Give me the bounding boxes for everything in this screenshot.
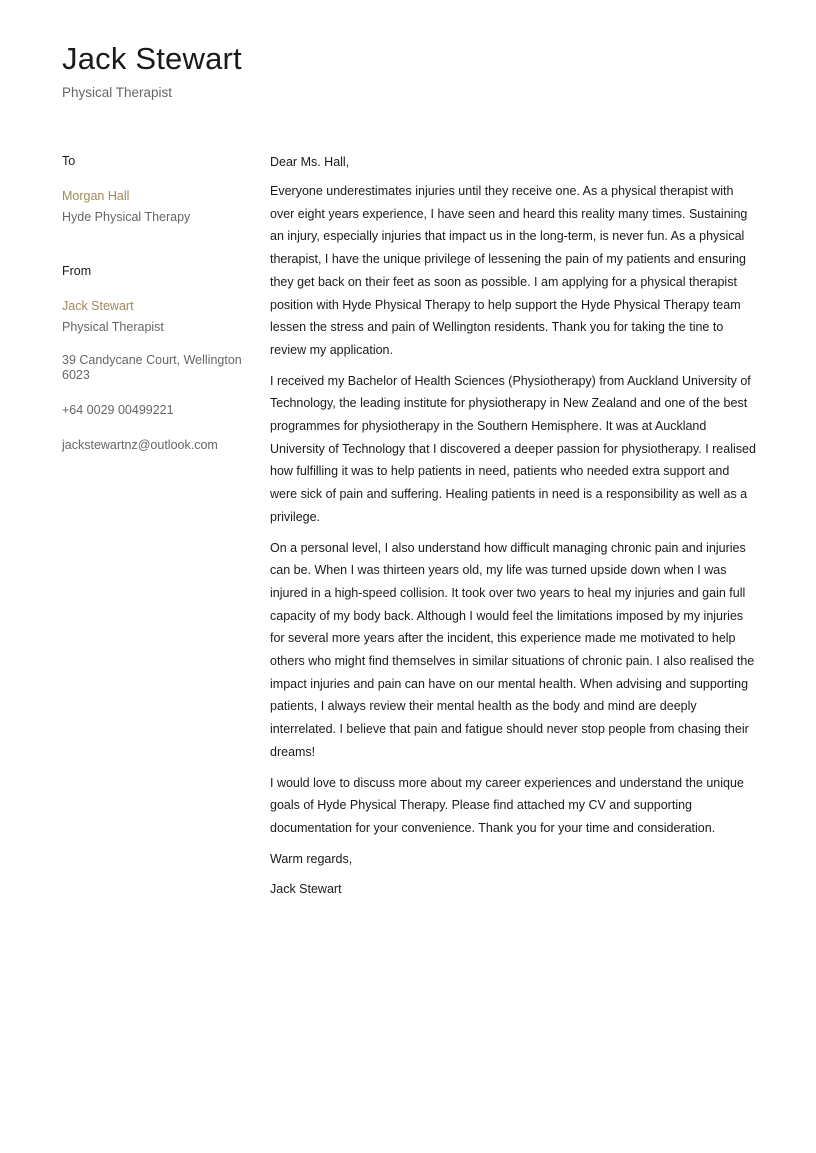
- letter-body: [270, 152, 758, 909]
- header: [62, 40, 242, 102]
- sidebar: [62, 152, 247, 454]
- from-label: From: [62, 264, 92, 278]
- recipient-name: Morgan Hall: [62, 189, 130, 203]
- letter-greeting: Dear Ms. Hall,: [270, 155, 350, 169]
- recipient-company: Hyde Physical Therapy: [62, 210, 191, 224]
- applicant-name: Jack Stewart: [62, 41, 242, 76]
- sender-phone: +64 0029 00499221: [62, 403, 174, 417]
- letter-paragraph: On a personal level, I also understand how difficult managing chronic pain and injuries can be. When I was thirteen years old, my life was turned upside down when I was injured in a high-speed collision. It took over two years to heal my injuries and gain full capacity of my body back. Although I would feel the limitations imposed by my injuries for several more years after the incident, this experience made me motivated to help others who might find themselves in similar situations of chronic pain. I also realised the impact injuries and pain can have on our mental health. When advising and supporting patients, I always review their mental health as the body and mind are deeply interrelated. I believe that pain and fatigue should never stop people from chasing their dreams!: [270, 540, 755, 759]
- letter-signature: Jack Stewart: [270, 882, 342, 897]
- applicant-title: Physical Therapist: [62, 85, 173, 100]
- letter-paragraph: Everyone underestimates injuries until they receive one. As a physical therapist with over eight years experience, I have seen and heard this reality many times. Sustaining an injury, especially injuries that impact us in the long-term, is never fun. As a physical therapist, I have the unique privilege of lessening the pain of my patients and ensuring they get back on their feet as soon as possible. I am applying for a physical therapist position with Hyde Physical Therapy to help support the Hyde Physical Therapy team lessen the stress and pain of Wellington residents. Thank you for taking the tine to review my application.: [270, 184, 748, 357]
- letter-paragraph: I would love to discuss more about my career experiences and understand the unique goals of Hyde Physical Therapy. Please find attached my CV and supporting documentation for your convenience. Thank you for your time and consideration.: [270, 775, 744, 835]
- letter-paragraph: I received my Bachelor of Health Sciences (Physiotherapy) from Auckland University of Technology, the leading institute for physiotherapy in New Zealand and one of the best programmes for physiotherapy in the Southern Hemisphere. It was at Auckland University of Technology that I discovered a deeper passion for physiotherapy. I realised how fulfilling it was to help patients in need, patients who needed extra support and were sick of pain and suffering. Healing patients in need is a responsibility as well as a privilege.: [270, 373, 756, 524]
- to-label: To: [62, 154, 76, 168]
- letter-closing: Warm regards,: [270, 851, 353, 866]
- sender-address: 39 Candycane Court, Wellington 6023: [62, 353, 242, 382]
- sender-title: Physical Therapist: [62, 320, 164, 334]
- sender-email: jackstewartnz@outlook.com: [62, 438, 218, 452]
- sender-name: Jack Stewart: [62, 299, 134, 313]
